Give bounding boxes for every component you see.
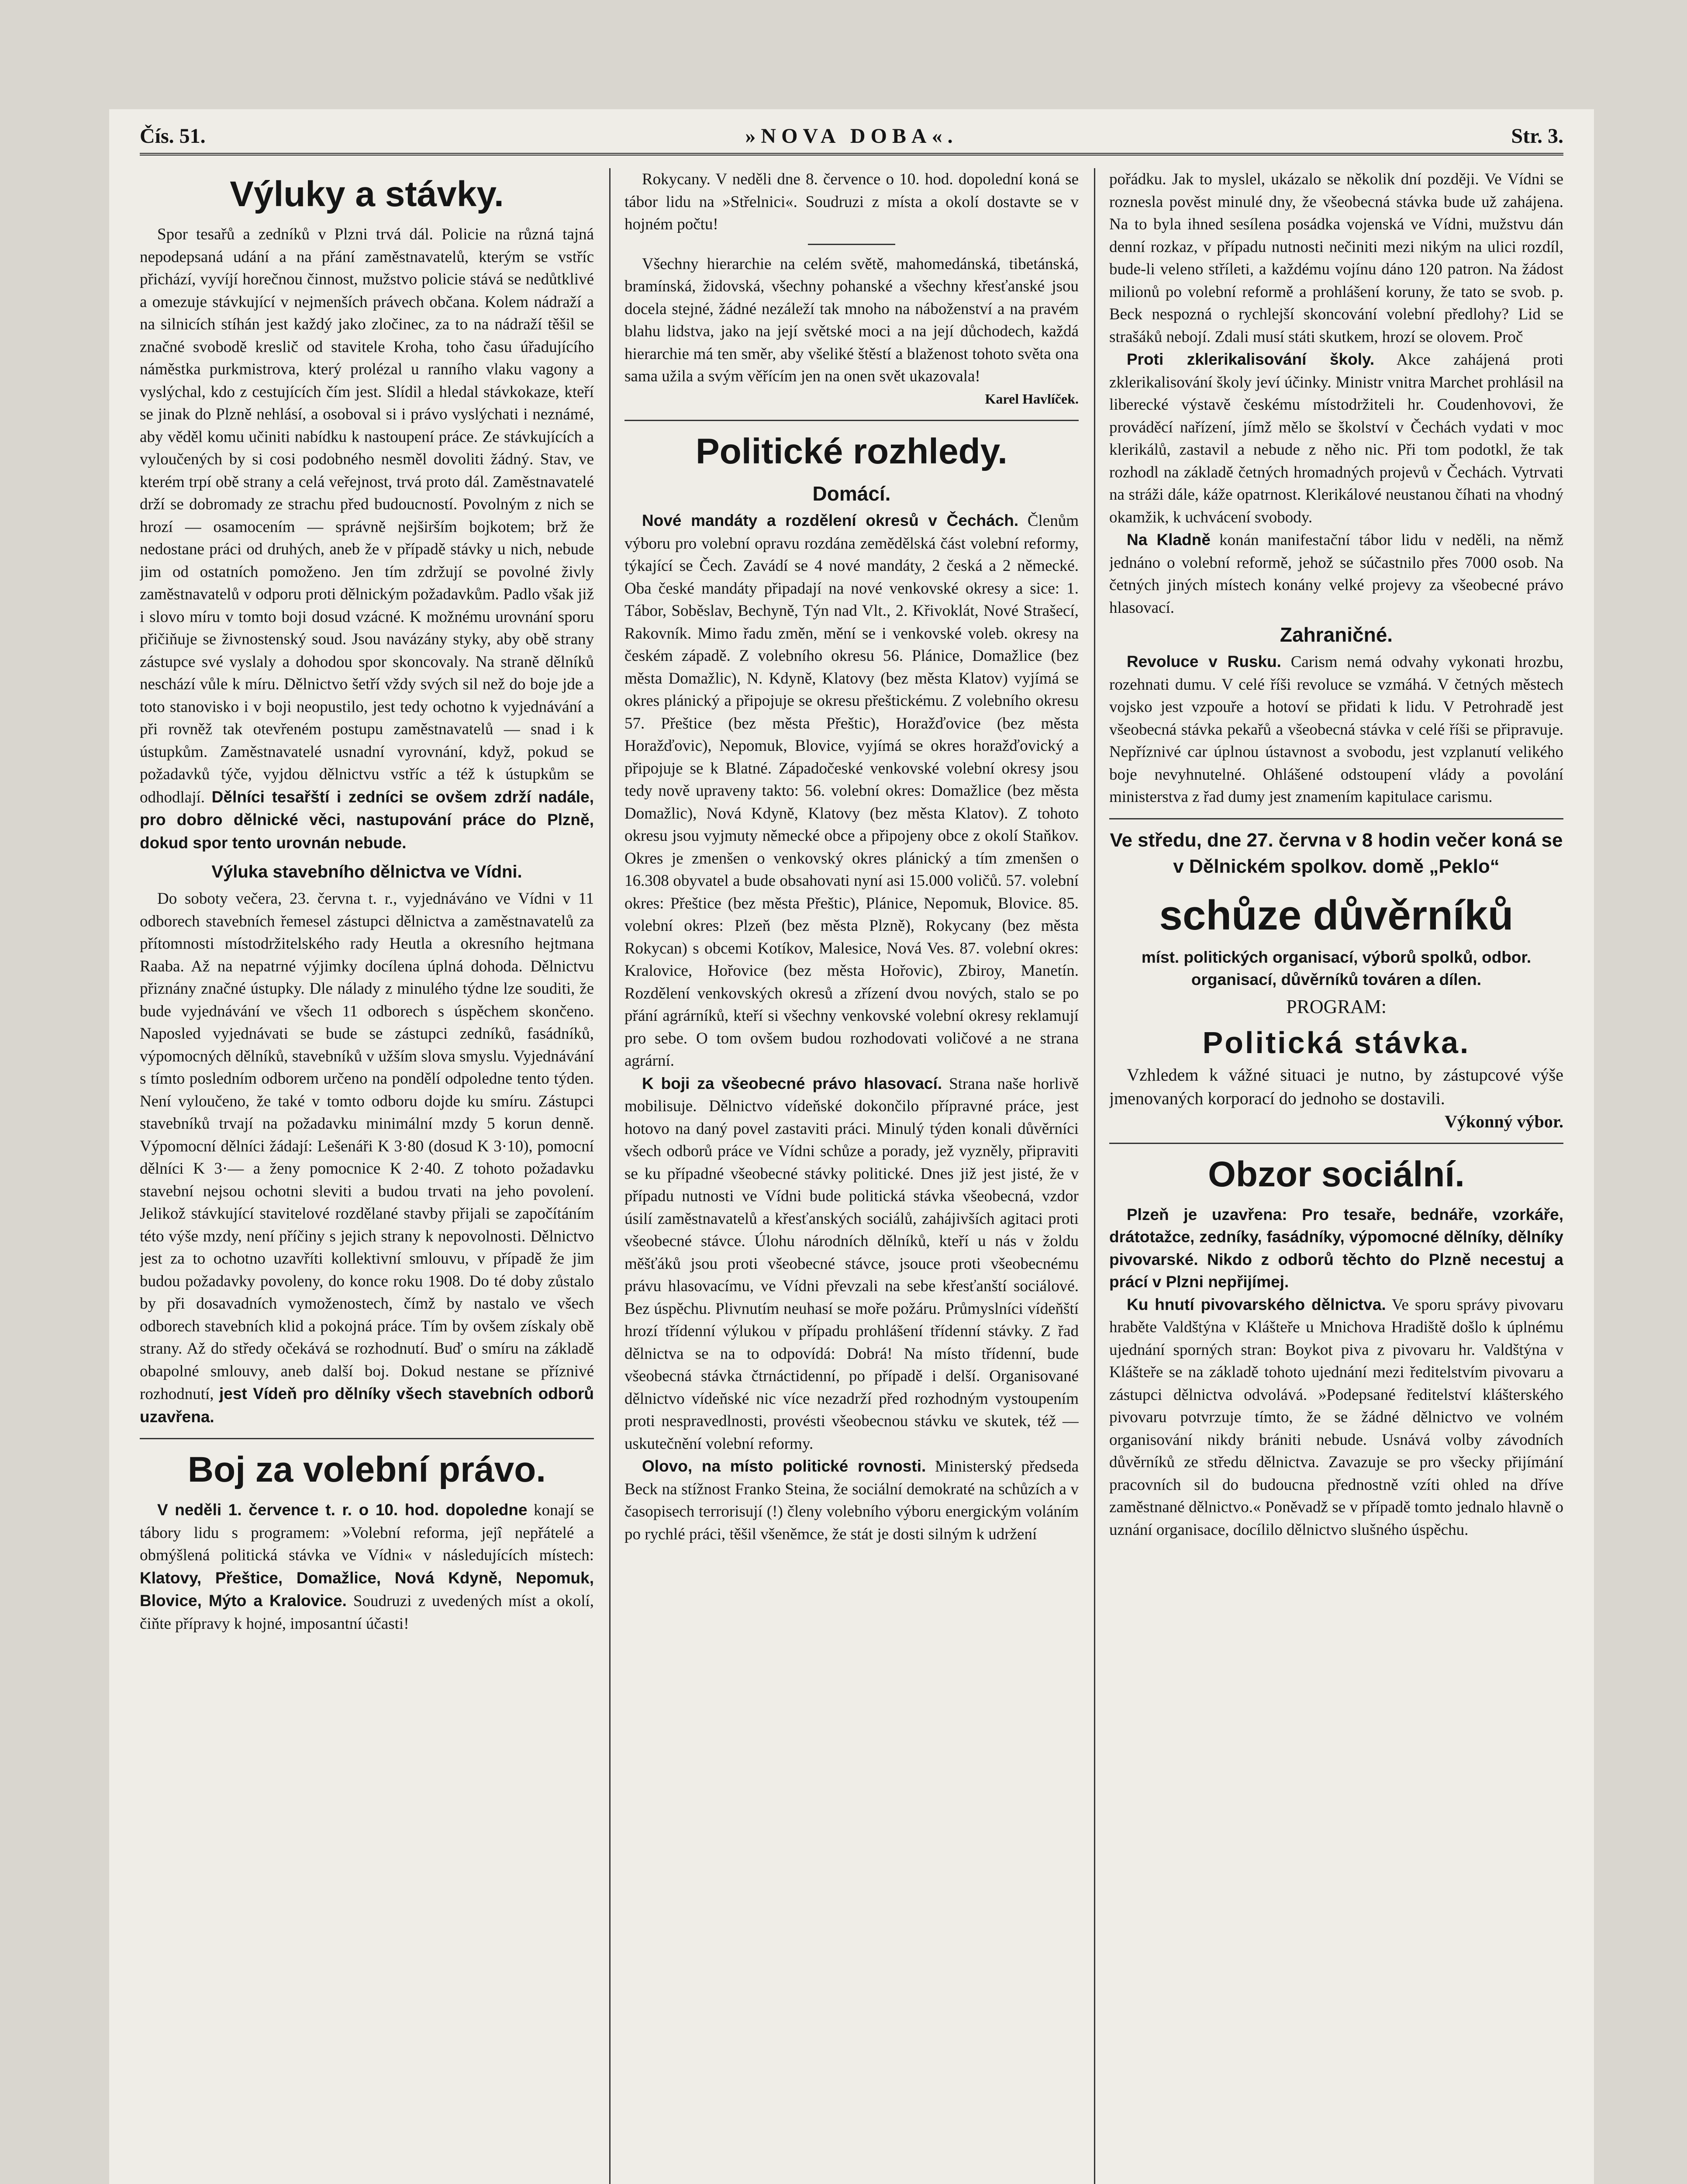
section-title-election: Boj za volební právo. [187, 1450, 546, 1489]
article-rallies: V neděli 1. července t. r. o 10. hod. dopoledne konají se tábory lidu s programem: »Volební reforma, jejî nepřátelé a obmýšlená politická stávka ve Vídni« v následujících místech: Klatovy, Přeštice, Domažlice, Nová Kdyně, Nepomuk, Blovice, Mýto a Kralovice. Soudruzi z uvedených míst a okolí, čiňte přípravy k hojné, imposantní účasti! [140, 1501, 594, 1633]
announcement-text: Vzhledem k vážné situaci je nutno, by zástupcové výše jmenovaných korporací do jednoho se dostavili. [1109, 1065, 1563, 1108]
column-divider [609, 168, 611, 2184]
article-heading: Výluka stavebního dělnictva ve Vídni. [211, 862, 522, 881]
announcement-invitees: míst. politických organisací, výborů spolků, odbor. organisací, důvěrníků továren a dílen. [1141, 948, 1532, 988]
article-schools: Proti zklerikalisování školy. Akce zahájená proti zklerikalisování školy jeví účinky. Ministr vnitra Marchet prohlásil na liberecké výstavě českému místodržiteli hr. Coudenhovovi, že prováděcí nařízení, jímž mělo se školství v Čechách vydati v moc klerikálů, zastavil a nebude z něho nic. Při tom podotkl, že tak rozhodl na základě četných hromadných projevů v Čechách. Vytrvati na stráži dále, káže opatrnost. Klerikálové neustanou číhati na vhodný okamžik, k uchvácení svobody. [1109, 350, 1563, 526]
issue-number: Čís. 51. [140, 124, 206, 148]
section-title-social: Obzor sociální. [1208, 1154, 1465, 1194]
notice-pilsen-closed: Plzeň je uzavřena: Pro tesaře, bednáře, vzorkáře, drátotažce, zedníky, fasádníky, výpomocné dělníky, dělníky pivovarské. Nikdo z odborů těchto do Plzně necestuj a prácí v Plzni nepřijímej. [1109, 1205, 1563, 1291]
notice-rokycany: Rokycany. V neděli dne 8. července o 10. hod. dopolední koná se tábor lidu na »Střelnici«. Soudruzi z místa a okolí dostavte se v hojném počtu! [624, 170, 1079, 233]
page-number: Str. 3. [1511, 124, 1563, 148]
meeting-announcement [1109, 827, 1563, 1133]
newspaper-page [109, 109, 1594, 2184]
section-title-strikes: Výluky a stávky. [230, 174, 504, 214]
column-2 [624, 168, 1079, 2184]
article-mandates: Nové mandáty a rozdělení okresů v Čechách. Členům výboru pro volební opravu rozdána zemědělská část volební reformy, týkající se Čech. Zavádí se 4 nové mandáty, 2 česká a 2 německé. Oba české mandáty připadají na nové venkovské okresy a sice: 1. Tábor, Soběslav, Bechyně, Týn nad Vlt., 2. Křivoklát, Nové Strašecí, Rakovník. Mimo řadu změn, mění se i venkovské voleb. okresy na českém západě. Z volebního okresu 56. Plánice, Domažlice (bez města Domažlic), N. Kdyně, Klatovy (bez města Klatov) vyjímá se okres plánický a připojuje se okresu přeštickému. Z volebního okresu 57. Přeštice (bez města Přeštic), Horažďovice (bez města Horažďovic), Nepomuk, Blovice, vyjímá se okres horažďovický a připojuje se k Blatné. Západočeské venkovské volební okresy jsou tedy nově upraveny takto: 56. volební okres: Domažlice (bez města Domažlic), Nová Kdyně, Klatovy (bez města Klatov). Z tohoto okresu jsou vyjmuty německé obce a připojeny obce z okolí Staňkov. Okres je zmenšen o venkovský okres plánický a tím zmenšen o 16.308 obyvatel a bude obsahovati nyní asi 15.000 voličů. 57. volební okres: Přeštice (bez města Přeštic), Plánice, Nepomuk, Blovice. 85. volební okres: Plzeň (bez města Plzně), Rokycany (bez města Rokycan) s obcemi Kotíkov, Malesice, Nová Ves. 87. volební okres: Kralovice, Hořovice (bez města Hořovic), Zbiroy, Manetín. Rozdělení venkovských okresů a zřízení dvou nových, stalo se po přání agrárníků, kteří si všechny venkovské volební okresy reklamují pro sebe. O tom ovšem budou rozhodovati voličové a ne strana agrární. [624, 511, 1079, 1070]
article-lead: Olovo, na místo politické rovnosti. Ministerský předseda Beck na stížnost Franko Steina, že sociální demokraté na schůzích a v časopisech terrorisují (!) členy volebního výboru energickým voláním po rychlé práci, těšil všeněmce, že stát je dosti silným k udržení [624, 1457, 1079, 1543]
column-1 [140, 168, 594, 2184]
article-continuation: pořádku. Jak to myslel, ukázalo se několik dní později. Ve Vídni se roznesla pověst minulé dny, že všeobecná stávka bude už zahájena. Na to byla ihned sesílena posádka vojenská ve Vídni, mužstvu dán denní rozkaz, v případu nutnosti nečiniti mezi nikým na ulici rozdíl, bude-li veleno stříleti, a každému vojínu dáno 120 patron. Na žádost milionů po volební reformě a prohlášení koruny, že tato se svob. p. Beck nespozná o rychlejší skoncování volební předlohy? Lid se strašáků nebojí. Zdali musí státi skutkem, hrozí se olovem. Proč [1109, 170, 1563, 346]
program-label: PROGRAM: [1286, 995, 1387, 1017]
article-suffrage: K boji za všeobecné právo hlasovací. Strana naše horlivě mobilisuje. Dělnictvo vídeňské dokončilo přípravné práce, jest hotovo na daný povel zastaviti práci. Minulý týden konali důvěrníci všech odborů práce ve Vídni schůze a porady, jež vyzněly, připraviti se ku případné všeobecné stávky politické. Dnes již jest jisté, že v případu nutnosti ve Vídni bude politická stávka všeobecná, vzdor úsilí zaměstnavatelů a křesťanských sociálů, zahájivších agitaci proti všeobecné stávce. Úlohu národních dělníků, kteří u nás v žoldu měšťáků jsou proti všeobecné stávce, jsouce proti všeobecnému právu hlasovacímu, ve Vídni převzali na sebe křesťanští sociálové. Bez úspěchu. Plivnutím neuhasí se moře požáru. Průmyslníci vídeňští hrozí třídenní výlukou v případu prohlášení třídenní stávky. Z řad dělnictva se na to odpovídá: Dobrá! Na místo třídenní, bude všeobecná stávka čtrnáctidenní, po případě i delší. Organisované dělnictvo vídeňské nic více nezadrží před rozhodným vystoupením proti nespravedlnosti, provésti všeobecnou stávku ve skutek, též — uskutečnění volební reformy. [624, 1074, 1079, 1453]
announcement-title: schůze důvěrníků [1159, 892, 1514, 939]
article-strike-pilsen: Spor tesařů a zedníků v Plzni trvá dál. Policie na různá tajná nepodepsaná udání a na přání zaměstnavatelů, kterým se vstříc přichází, vyvíjí horečnou činnost, mužstvo policie stává se nedůtklivé a omezuje stávkující v nejmenších právech občana. Kolem nádraží a na silnicích stíhán jest každý jako zločinec, za to na nádraží těšil se značné svobodě kreslič od stavitele Kroha, toho času úřadujícího náměstka purkmistrova, který prolézal u ranního vlaku vagony a vyslýchal, kdo z cestujících čím jest. Slídil a hledal stávkokaze, kteří se jinak do Plzně nehlásí, a osoboval si i právo vyslýchati i neznámé, aby věděl komu učiniti nabídku k nastoupení práce. Ze stávkujících a vyloučených by si cosi podobného nesměl dovoliti žádný. Stav, ve kterém trpí obě strany a celá veřejnost, trvá proto dál. Zaměstnavatelé drží se dobromady ze strachu před budoucností. Povolným z nich se hrozí — osamocením — správně nejširším bojkotem; brž že nedostane práci od druhých, aneb že v případě stávky u nich, nebude jim od ostatních pomoženo. Jen tím zdržují se povolné živly zaměstnavatelů v odporu proti dělnickým požadavkům. Padlo však již i slovo míru v tomto boji dosud vzácné. K možnému urovnání sporu přičiňuje se živnostenský soud. Jsou navázány styky, aby obě strany zástupce své vyslaly a dohodou spor skoncovaly. Na straně dělníků neschází vůle k míru. Dělnictvo šetří vždy svých sil než do boje jde a toto stanovisko i v boji neopustilo, jest tedy ochotno k vyjednávání a při rovněž tak otevřeném postupu zaměstnavatelů — snad i k ústupkům. Zaměstnavatelé usnadní vyrovnání, když, pokud se požadavků týče, vyjdou dělnictvu vstříc a též k ústupkům se odhodlají. Dělníci tesařští i zedníci se ovšem zdrží nadále, pro dobro dělnické věci, nastupování práce do Plzně, dokud spor tento urovnán nebude. [140, 225, 594, 852]
program-topic: Politická stávka. [1202, 1026, 1470, 1060]
column-divider [1094, 168, 1095, 2184]
announcement-signature: Výkonný výbor. [1445, 1112, 1563, 1131]
subsection-domestic: Domácí. [812, 482, 891, 505]
article-kladno: Na Kladně konán manifestační tábor lidu v neděli, na němž jednáno o volební reformě, jehož se súčastnilo přes 7000 osob. Na četných jiných místech konány velké projevy za všeobecné právo hlasovací. [1109, 531, 1563, 617]
newspaper-name: »NOVA DOBA«. [745, 124, 958, 148]
divider [808, 244, 895, 245]
divider [1109, 818, 1563, 819]
announcement-date: Ve středu, dne 27. června v 8 hodin večer koná se v Dělnickém spolkov. domě „Peklo“ [1110, 829, 1563, 877]
quote-author: Karel Havlíček. [985, 390, 1079, 407]
article-russia: Revoluce v Rusku. Carism nemá odvahy vykonati hrozbu, rozehnati dumu. V celé říši revoluce se vzmáhá. V četných městech vojsko jest vzpouře a hotoví se přidati k lidu. V Petrohradě jest všeobecná stávka pekařů a všeobecná stávka v celé říši se připravuje. Nepříznivé car úplnou ústavnost a svobodu, jest vzplanutí velikého boje nevyhnutelné. Ohlášené odstoupení vlády a povolání ministerstva z řad dumy jest znamením kapitulace carismu. [1109, 653, 1563, 806]
divider [1109, 1143, 1563, 1144]
divider [624, 420, 1079, 421]
article-brewery: Ku hnutí pivovarského dělnictva. Ve sporu správy pivovaru hraběte Valdštýna v Klášteře u Mnichova Hradiště došlo k úplnému ujednání sporných stran: Boykot piva z pivovaru hr. Valdštýna v Klášteře se na základě tohoto ujednání mezi ředitelstvím pivovaru a zástupci dělnictva odvolává. »Podepsané ředitelství klášterského pivovaru potvrzuje tímto, že se žádné dělnictvo ve volném organisování nikdy brániti nebude. Usnává volby závodních důvěrníků ze středu dělnictva. Zavazuje se pro všecky přijímání pracovních sil do budoucna přednostně vzíti ohled na dříve zaměstnané dělnictvo.« Poněvadž se v případě tomto jednalo hlavně o uznání organisace, docílilo dělnictvo slušného úspěchu. [1109, 1295, 1563, 1539]
article-vienna-lockout: Do soboty večera, 23. června t. r., vyjednáváno ve Vídni v 11 odborech stavebních řemesel zástupci dělnictva a zaměstnavatelů za přítomnosti místodržitelského rady Heutla a okresního hejtmana Raaba. Až na nepatrné výjimky docílena úplná dohoda. Dělnictvu přiznány značné ústupky. Dle nálady z minulého týdne lze souditi, že bude vyjednávání ve všech 11 odborech s úspěchem skončeno. Naposled vyjednávati se bude se zástupci zedníků, fasádníků, výpomocných dělníků, stavebníků v užším slova smyslu. Vyjednávání s tímto posledním odborem určeno na pondělí odpoledne tento týden. Není vyloučeno, že také v tomto odboru dojde ku smíru. Zástupci stavebníků trvají na požadavku minimální mzdy 5 korun denně. Výpomocní dělníci žádají: Lešenáři K 3·80 (dosud K 3·10), pomocní dělníci K 3·— a ženy pomocnice K 2·40. Z tohoto požadavku stavební nejsou ochotni sleviti a budou trvati na jeho povolení. Jelikož stávkující stavitelové rozdělané stavby přijali se započítáním této výše mzdy, není příčiny s jejich strany k nepovolnosti. Dělnictvo jest za to ochotno uzavříti kollektivní smlouvu, v případě že jim budou požadavky povoleny, do konce roku 1908. Do té doby zůstalo by při dosavadních vymoženostech, čímž by nastalo ve všech odborech stavebních klid a pokojná práce. Tím by ovšem získaly obě strany. Až do středy očekává se rozhodnutí. Buď o smíru na základě obapolné smlouvy, aneb další boj. Dokud nestane se příznivé rozhodnutí, jest Vídeň pro dělníky všech stavebních odborů uzavřena. [140, 890, 594, 1426]
subsection-foreign: Zahraničné. [1280, 623, 1393, 646]
divider [140, 1438, 594, 1439]
column-3 [1109, 168, 1563, 2184]
running-header [140, 118, 1563, 156]
section-title-politics: Politické rozhledy. [696, 432, 1007, 471]
quote: Všechny hierarchie na celém světě, mahomedánská, tibetánská, bramínská, židovská, všechny pohanské a všechny křesťanské jsou docela stejné, žádné nezáleží tak mnoho na náboženství a na pravém blahu lidstva, jako na její světské moci a na její důchodech, každá hierarchie má ten směr, aby všeliké štěstí a blaženost tohoto světa ona sama užila a svým věřícím jen na onen svět ukazovala! [624, 255, 1079, 385]
